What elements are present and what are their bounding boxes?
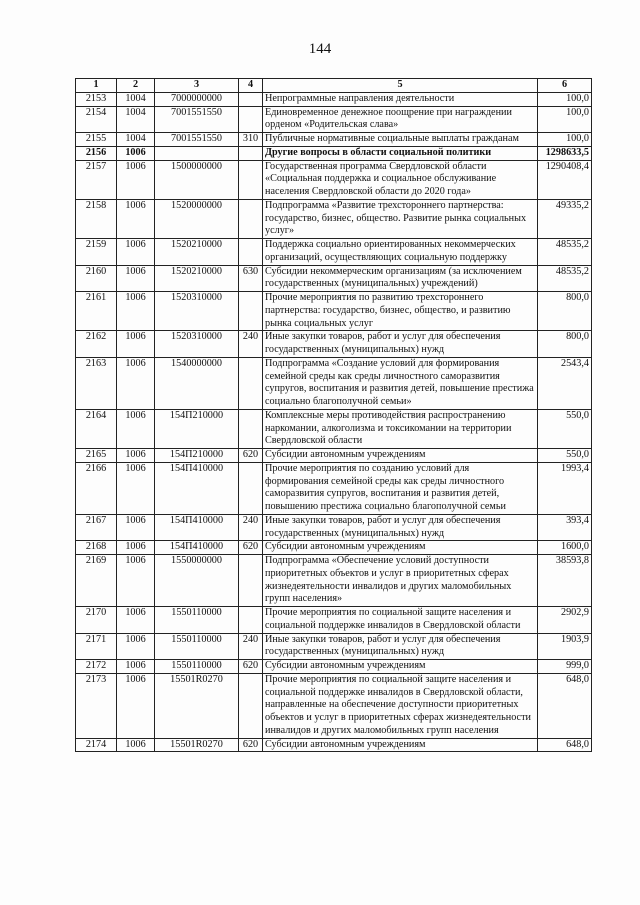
expense-type-code: 620 — [239, 449, 263, 463]
table-row — [76, 660, 592, 674]
row-sum: 648,0 — [538, 738, 592, 752]
row-sum: 48535,2 — [538, 265, 592, 292]
target-article-code: 154П210000 — [155, 409, 239, 448]
expense-type-code: 620 — [239, 660, 263, 674]
table-row — [76, 133, 592, 147]
expense-type-code — [239, 555, 263, 607]
row-name: Государственная программа Свердловской области «Социальная поддержка и социальное обслуживание населения Свердловской области до 2020 года» — [263, 160, 538, 199]
row-name: Непрограммные направления деятельности — [263, 92, 538, 106]
table-row — [76, 265, 592, 292]
row-number: 2172 — [76, 660, 117, 674]
section-code: 1006 — [117, 449, 155, 463]
expense-type-code — [239, 106, 263, 133]
row-name: Субсидии некоммерческим организациям (за исключением государственных (муниципальных) учреждений) — [263, 265, 538, 292]
expense-type-code — [239, 462, 263, 514]
section-code: 1006 — [117, 541, 155, 555]
row-name: Субсидии автономным учреждениям — [263, 449, 538, 463]
expense-type-code — [239, 160, 263, 199]
row-sum: 648,0 — [538, 673, 592, 738]
table-row — [76, 738, 592, 752]
row-sum: 2543,4 — [538, 357, 592, 409]
section-code: 1006 — [117, 292, 155, 331]
target-article-code: 1540000000 — [155, 357, 239, 409]
row-number: 2164 — [76, 409, 117, 448]
table-row — [76, 357, 592, 409]
table-row — [76, 541, 592, 555]
target-article-code: 154П210000 — [155, 449, 239, 463]
section-code: 1006 — [117, 738, 155, 752]
row-name: Иные закупки товаров, работ и услуг для обеспечения государственных (муниципальных) нужд — [263, 331, 538, 358]
expense-type-code — [239, 673, 263, 738]
table-header — [76, 79, 592, 93]
header-col-sum: 6 — [538, 79, 592, 93]
row-sum: 800,0 — [538, 292, 592, 331]
section-code: 1006 — [117, 607, 155, 634]
section-code: 1006 — [117, 673, 155, 738]
row-name: Иные закупки товаров, работ и услуг для обеспечения государственных (муниципальных) нужд — [263, 514, 538, 541]
row-name: Единовременное денежное поощрение при награждении орденом «Родительская слава» — [263, 106, 538, 133]
section-code: 1006 — [117, 146, 155, 160]
table-row — [76, 106, 592, 133]
row-name: Прочие мероприятия по созданию условий для формирования семейной среды как среды личностного саморазвития супругов, воспитания и развития детей, повышению престижа социально благополучной семьи — [263, 462, 538, 514]
target-article-code — [155, 146, 239, 160]
target-article-code: 7000000000 — [155, 92, 239, 106]
row-sum: 2902,9 — [538, 607, 592, 634]
section-code: 1004 — [117, 133, 155, 147]
row-number: 2173 — [76, 673, 117, 738]
expense-type-code — [239, 409, 263, 448]
table-row — [76, 292, 592, 331]
table-row — [76, 160, 592, 199]
row-name: Подпрограмма «Создание условий для формирования семейной среды как среды личностного саморазвития супругов, воспитания и развития детей, повышение престижа социально благополучной семьи» — [263, 357, 538, 409]
row-sum: 1993,4 — [538, 462, 592, 514]
section-code: 1004 — [117, 92, 155, 106]
expense-type-code — [239, 292, 263, 331]
expense-type-code — [239, 92, 263, 106]
expense-type-code: 240 — [239, 514, 263, 541]
target-article-code: 154П410000 — [155, 462, 239, 514]
row-name: Субсидии автономным учреждениям — [263, 541, 538, 555]
section-code: 1006 — [117, 633, 155, 660]
row-name: Иные закупки товаров, работ и услуг для обеспечения государственных (муниципальных) нужд — [263, 633, 538, 660]
row-number: 2162 — [76, 331, 117, 358]
row-number: 2171 — [76, 633, 117, 660]
table-row — [76, 199, 592, 238]
row-number: 2169 — [76, 555, 117, 607]
row-number: 2158 — [76, 199, 117, 238]
header-col-row-number: 1 — [76, 79, 117, 93]
row-sum: 1903,9 — [538, 633, 592, 660]
row-name: Прочие мероприятия по социальной защите населения и социальной поддержке инвалидов в Свердловской области — [263, 607, 538, 634]
row-number: 2167 — [76, 514, 117, 541]
row-name: Поддержка социально ориентированных некоммерческих организаций, осуществляющих социальную поддержку — [263, 239, 538, 266]
expense-type-code: 240 — [239, 331, 263, 358]
row-name: Субсидии автономным учреждениям — [263, 738, 538, 752]
row-name: Прочие мероприятия по социальной защите населения и социальной поддержке инвалидов в Свердловской области, направленные на обеспечение доступности приоритетных объектов и услуг в приоритетных сферах жизнедеятельности инвалидов и других маломобильных групп населения — [263, 673, 538, 738]
expense-type-code: 630 — [239, 265, 263, 292]
row-sum: 1290408,4 — [538, 160, 592, 199]
row-name: Публичные нормативные социальные выплаты гражданам — [263, 133, 538, 147]
header-row — [76, 79, 592, 93]
expense-type-code: 240 — [239, 633, 263, 660]
row-number: 2168 — [76, 541, 117, 555]
target-article-code: 7001551550 — [155, 106, 239, 133]
row-name: Прочие мероприятия по развитию трехстороннего партнерства: государство, бизнес, общество, и развитию рынка социальных услуг — [263, 292, 538, 331]
section-code: 1006 — [117, 409, 155, 448]
expense-type-code: 310 — [239, 133, 263, 147]
table-row — [76, 607, 592, 634]
row-number: 2170 — [76, 607, 117, 634]
section-code: 1006 — [117, 462, 155, 514]
target-article-code: 1550110000 — [155, 660, 239, 674]
target-article-code: 154П410000 — [155, 541, 239, 555]
header-col-target-article: 3 — [155, 79, 239, 93]
row-sum: 100,0 — [538, 133, 592, 147]
table-row — [76, 462, 592, 514]
expense-type-code: 620 — [239, 541, 263, 555]
row-name: Подпрограмма «Развитие трехстороннего партнерства: государство, бизнес, общество. Развитие рынка социальных услуг» — [263, 199, 538, 238]
section-code: 1006 — [117, 239, 155, 266]
row-number: 2174 — [76, 738, 117, 752]
target-article-code: 1520310000 — [155, 331, 239, 358]
budget-table — [75, 78, 592, 752]
table-row — [76, 239, 592, 266]
section-code: 1006 — [117, 160, 155, 199]
expense-type-code — [239, 146, 263, 160]
expense-type-code: 620 — [239, 738, 263, 752]
target-article-code: 1500000000 — [155, 160, 239, 199]
table-row — [76, 449, 592, 463]
row-sum: 49335,2 — [538, 199, 592, 238]
target-article-code: 7001551550 — [155, 133, 239, 147]
expense-type-code — [239, 357, 263, 409]
row-number: 2155 — [76, 133, 117, 147]
target-article-code: 15501R0270 — [155, 673, 239, 738]
expense-type-code — [239, 199, 263, 238]
target-article-code: 1520310000 — [155, 292, 239, 331]
header-col-expense-type: 4 — [239, 79, 263, 93]
table-row — [76, 514, 592, 541]
row-number: 2157 — [76, 160, 117, 199]
row-sum: 1298633,5 — [538, 146, 592, 160]
row-sum: 100,0 — [538, 106, 592, 133]
table-row — [76, 331, 592, 358]
target-article-code: 1520210000 — [155, 265, 239, 292]
row-number: 2166 — [76, 462, 117, 514]
row-sum: 48535,2 — [538, 239, 592, 266]
expense-type-code — [239, 239, 263, 266]
target-article-code: 1550110000 — [155, 633, 239, 660]
row-number: 2165 — [76, 449, 117, 463]
row-number: 2156 — [76, 146, 117, 160]
table-row — [76, 673, 592, 738]
target-article-code: 1550000000 — [155, 555, 239, 607]
page-number: 144 — [308, 41, 332, 57]
row-name: Подпрограмма «Обеспечение условий доступности приоритетных объектов и услуг в приоритетных сферах жизнедеятельности инвалидов и других маломобильных групп населения» — [263, 555, 538, 607]
row-number: 2159 — [76, 239, 117, 266]
target-article-code: 1520210000 — [155, 239, 239, 266]
row-name: Комплексные меры противодействия распространению наркомании, алкоголизма и токсикомании на территории Свердловской области — [263, 409, 538, 448]
target-article-code: 154П410000 — [155, 514, 239, 541]
target-article-code: 15501R0270 — [155, 738, 239, 752]
row-sum: 1600,0 — [538, 541, 592, 555]
table-row — [76, 555, 592, 607]
expense-type-code — [239, 607, 263, 634]
row-name: Другие вопросы в области социальной политики — [263, 146, 538, 160]
row-sum: 38593,8 — [538, 555, 592, 607]
table-body — [76, 92, 592, 752]
section-code: 1006 — [117, 555, 155, 607]
target-article-code: 1550110000 — [155, 607, 239, 634]
section-code: 1006 — [117, 199, 155, 238]
target-article-code: 1520000000 — [155, 199, 239, 238]
row-sum: 100,0 — [538, 92, 592, 106]
section-code: 1006 — [117, 331, 155, 358]
row-number: 2163 — [76, 357, 117, 409]
section-code: 1006 — [117, 514, 155, 541]
row-number: 2160 — [76, 265, 117, 292]
table-row — [76, 633, 592, 660]
section-code: 1004 — [117, 106, 155, 133]
table-row — [76, 146, 592, 160]
row-name: Субсидии автономным учреждениям — [263, 660, 538, 674]
row-sum: 800,0 — [538, 331, 592, 358]
table-row — [76, 409, 592, 448]
row-sum: 550,0 — [538, 409, 592, 448]
row-sum: 999,0 — [538, 660, 592, 674]
header-col-section: 2 — [117, 79, 155, 93]
row-number: 2153 — [76, 92, 117, 106]
row-number: 2154 — [76, 106, 117, 133]
row-sum: 393,4 — [538, 514, 592, 541]
row-number: 2161 — [76, 292, 117, 331]
table-row — [76, 92, 592, 106]
section-code: 1006 — [117, 660, 155, 674]
row-sum: 550,0 — [538, 449, 592, 463]
section-code: 1006 — [117, 357, 155, 409]
header-col-name: 5 — [263, 79, 538, 93]
section-code: 1006 — [117, 265, 155, 292]
